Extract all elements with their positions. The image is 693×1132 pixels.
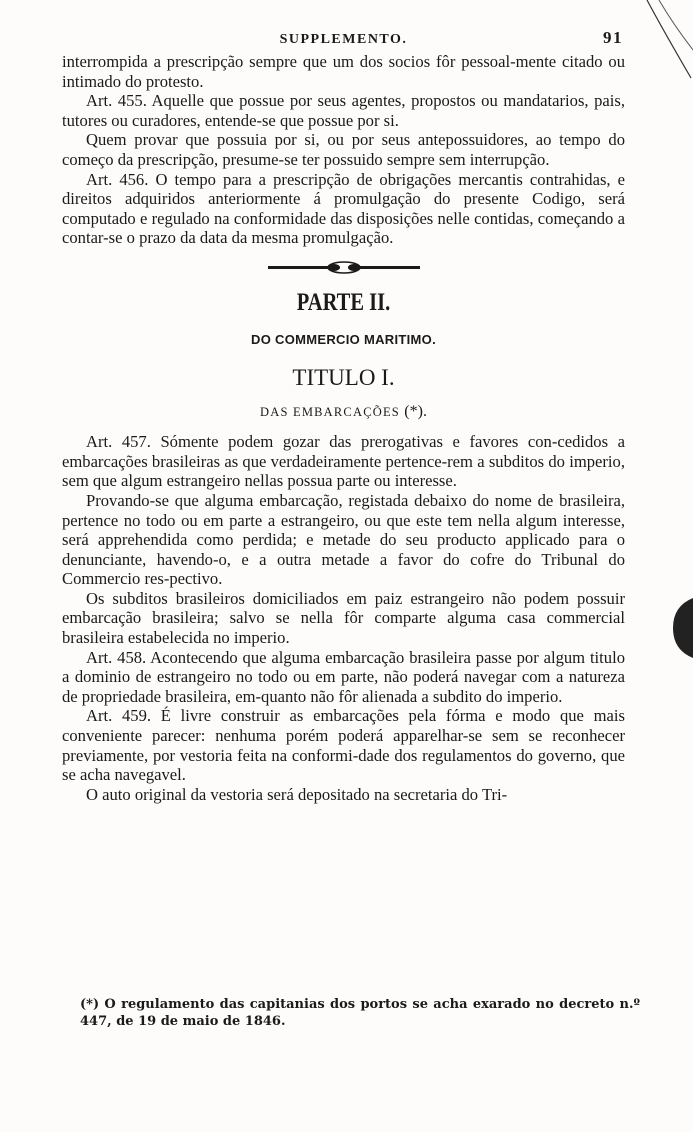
paragraph: O auto original da vestoria será depositado na secretaria do Tri- — [86, 784, 508, 804]
titulo-title: TITULO I. — [292, 364, 395, 390]
paragraph-art-455: Art. 455. Aquelle que possue por seus agentes, propostos ou mandatarios, pais, tutores ou curadores, entende-se que possue por si. — [62, 91, 625, 130]
running-head-title: SUPPLEMENTO. — [279, 32, 408, 47]
part-title: PARTE II. — [296, 288, 391, 316]
paragraph: Provando-se que alguma embarcação, registada debaixo do nome de brasileira, pertence no todo ou em parte a estrangeiro, ou que este tem nella algum interesse, será apprehendida como perdida; e metade do seu producto applicado para o denunciante, havendo-o, e a outra metade a favor do cofre do Tribunal do Commercio res-pectivo. — [62, 490, 625, 589]
footnote: (*) O regulamento das capitanias dos portos se acha exarado no decreto n.º 447, de 19 de maio de 1846. — [80, 997, 640, 1029]
paragraph-art-457: Art. 457. Sómente podem gozar das prerogativas e favores con-cedidos a embarcações brasileiras as que verdadeiramente pertence-rem a subditos do imperio, sem que algum estrangeiro nellas possua parte ou interesse. — [62, 432, 625, 491]
paragraph-art-458: Art. 458. Acontecendo que alguma embarcação brasileira passe por algum titulo a dominio de estrangeiro no todo ou em parte, não poderá navegar com a natureza de propriedade brasileira, em-quanto não fôr alienada a subdito do imperio. — [62, 647, 625, 706]
paragraph: Quem provar que possuia por si, ou por seus antepossuidores, ao tempo do começo da prescripção, presume-se ter possuido sempre sem interrupção. — [62, 130, 625, 169]
page-number: 91 — [603, 28, 623, 47]
margin-ink-mark — [667, 596, 693, 660]
section-ornament-rule — [268, 260, 420, 274]
titulo-subtitle — [62, 402, 625, 423]
footnote-reference: (*). — [404, 402, 427, 420]
running-head — [62, 30, 625, 52]
paragraph-art-456: Art. 456. O tempo para a prescripção de obrigações mercantis contrahidas, e direitos adquiridos anteriormente á promulgação do presente Codigo, será computado e regulado na conformidade das disposições nelle contidas, começando a contar-se o prazo da data da mesma promulgação. — [62, 169, 625, 248]
book-page — [62, 30, 625, 804]
titulo-subtitle-text: DAS EMBARCAÇÕES — [260, 404, 400, 419]
paragraph: interrompida a prescripção sempre que um dos socios fôr pessoal-mente citado ou intimado do protesto. — [62, 52, 625, 91]
paragraph-art-459: Art. 459. É livre construir as embarcações pela fórma e modo que mais conveniente parecer: nenhuma porém poderá apparelhar-se sem se reconhecer previamente, por vestoria feita na conformi-dade dos regulamentos do governo, que se acha navegavel. — [62, 706, 625, 785]
part-subtitle: DO COMMERCIO MARITIMO. — [251, 331, 436, 347]
paragraph: Os subditos brasileiros domiciliados em paiz estrangeiro não podem possuir embarcação brasileira; salvo se nella fôr comparte alguma casa commercial brasileira estabelecida no imperio. — [62, 588, 625, 648]
page-edge-curve — [633, 0, 693, 90]
